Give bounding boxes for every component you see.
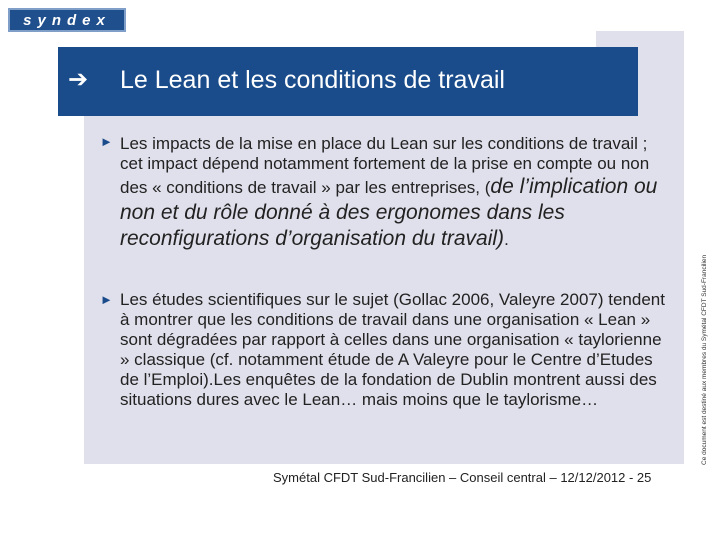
logo-text: syndex — [23, 11, 111, 29]
bullet-1-text: Les impacts de la mise en place du Lean sur les conditions de travail ; cet impact dépend notamment fortement de la prise en compte ou non des « conditions de travail » par les entreprises, ( — [120, 134, 650, 197]
bullet-2-text: Les études scientifiques sur le sujet (Gollac 2006, Valeyre 2007) tendent à montrer que les conditions de travail dans une organisation « Lean » sont dégradées par rapport à celles dans une organisation « taylorienne » classique (cf. notamment étude de A Valeyre pour le Centre d’Etudes de l’Emploi).Les enquêtes de la fondation de Dublin montrent aussi des situations dures avec le Lean… mais moins que le taylorisme… — [120, 290, 665, 409]
bullet-1-end: . — [504, 230, 509, 249]
arrow-icon: ➔ — [68, 66, 89, 93]
side-note: Ce document est destiné aux membres du Symétal CFDT Sud-Francilien — [701, 254, 708, 465]
bullet-marker-icon: ► — [100, 292, 113, 307]
slide-footer: Symétal CFDT Sud-Francilien – Conseil central – 12/12/2012 - 25 — [273, 470, 652, 485]
syndex-logo — [8, 8, 126, 32]
slide-title: Le Lean et les conditions de travail — [120, 66, 505, 94]
bullet-marker-icon: ► — [100, 134, 113, 149]
bullet-paragraph-1 — [120, 134, 665, 252]
bullet-paragraph-2 — [120, 290, 665, 410]
bullet-1-emphasis: de l’implication ou non et du rôle donné à des ergonomes dans les reconfigurations d’organisation du travail) — [120, 175, 658, 250]
